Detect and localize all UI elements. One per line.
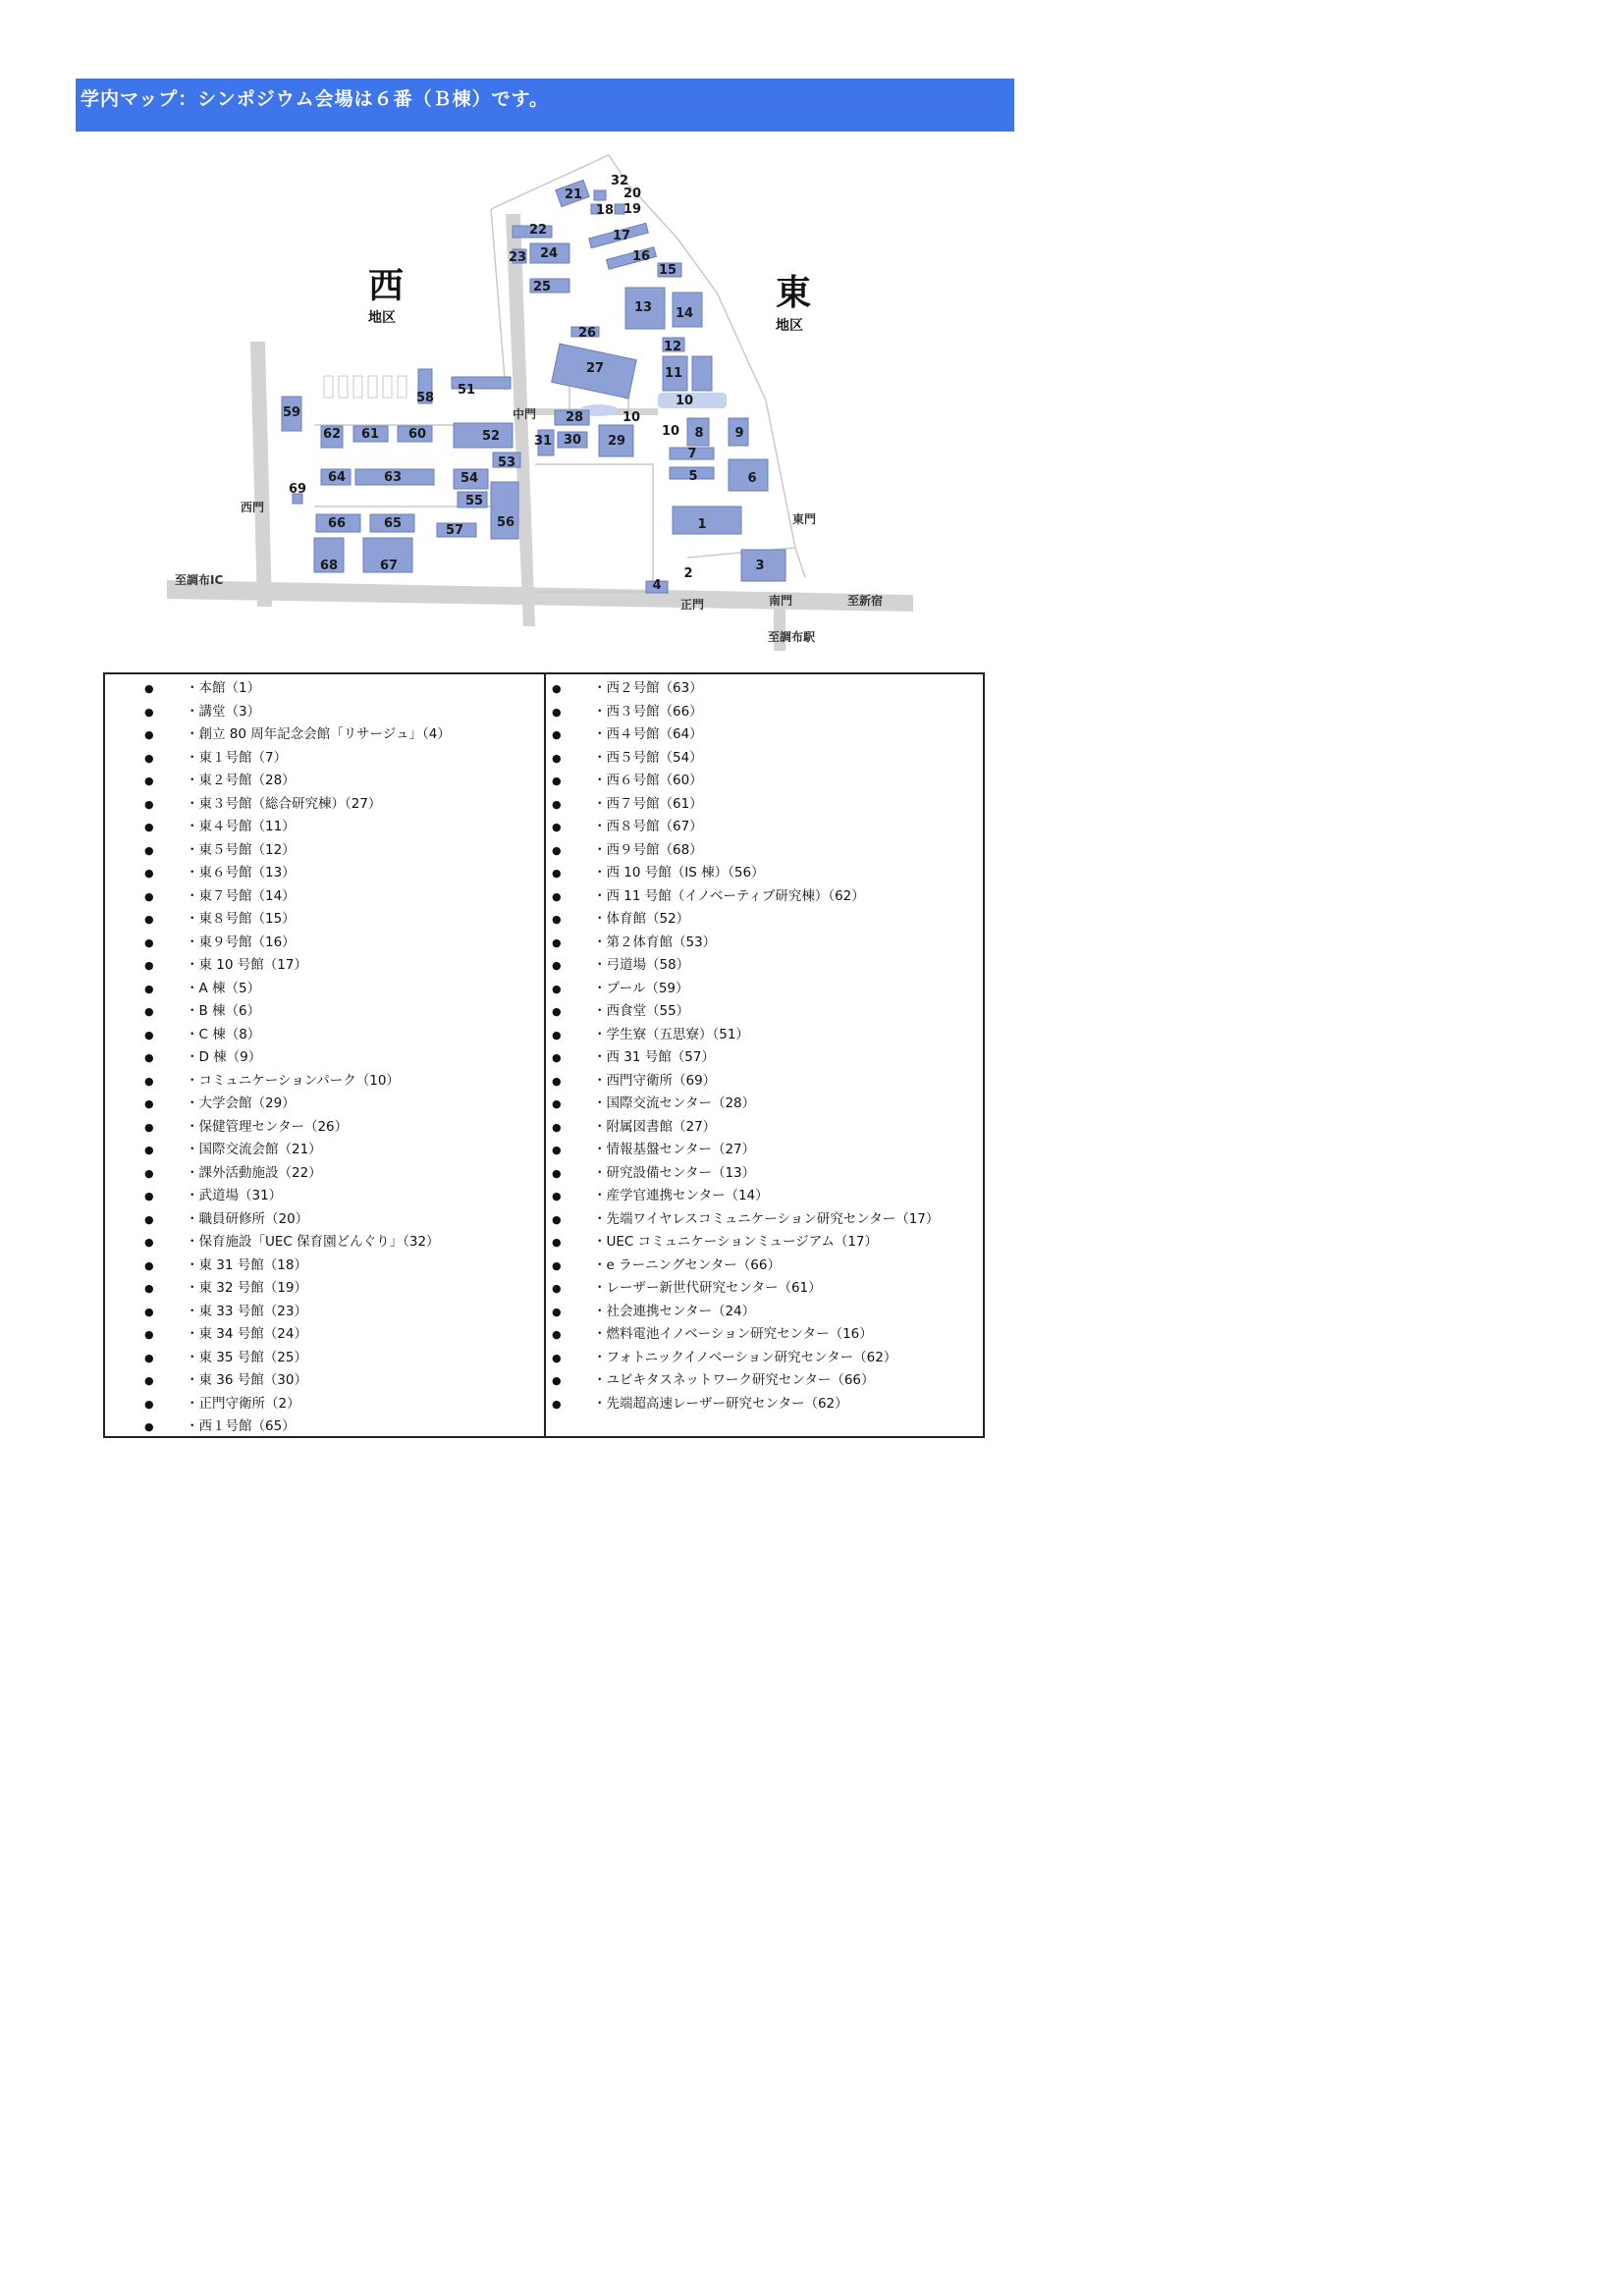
building-number-57: 57 (445, 523, 464, 538)
building-number-10: 10 (622, 410, 641, 425)
legend-item-label: ・燃料電池イノベーション研究センター（16） (593, 1326, 873, 1342)
legend-item-label: ・東 32 号館（19） (186, 1280, 307, 1296)
building-number-22: 22 (528, 223, 548, 238)
bullet-icon: ● (552, 1212, 562, 1226)
bullet-icon: ● (552, 1051, 562, 1064)
bullet-icon: ● (552, 1236, 562, 1249)
building-number-32: 32 (610, 174, 629, 188)
gate-nishi: 西門 (241, 501, 265, 514)
legend-item-label: ・西２号館（63） (593, 680, 703, 696)
legend-item-label: ・学生寮（五思寮）（51） (593, 1026, 749, 1042)
legend-item (552, 770, 964, 793)
legend-item (552, 1139, 964, 1162)
campus-map-svg (167, 145, 913, 651)
building-number-56: 56 (496, 515, 515, 530)
bullet-icon: ● (144, 867, 154, 880)
bullet-icon: ● (144, 1328, 154, 1341)
legend-item (552, 677, 964, 701)
building-number-30: 30 (563, 433, 582, 448)
building-number-53: 53 (497, 455, 516, 470)
legend-item (552, 932, 964, 955)
legend-item-label: ・ユビキタスネットワーク研究センター（66） (593, 1372, 875, 1388)
legend-item-label: ・先端ワイヤレスコミュニケーション研究センター（17） (593, 1210, 940, 1227)
legend-item (144, 862, 537, 885)
bullet-icon: ● (552, 1190, 562, 1202)
legend-item (552, 723, 964, 747)
bullet-icon: ● (144, 1051, 154, 1064)
bullet-icon: ● (552, 1305, 562, 1318)
bullet-icon: ● (552, 705, 562, 719)
bullet-icon: ● (144, 1190, 154, 1202)
bullet-icon: ● (552, 913, 562, 926)
building-number-19: 19 (623, 202, 642, 217)
legend-item (144, 747, 537, 771)
bullet-icon: ● (144, 1028, 154, 1041)
legend-item-label: ・保育施設「UEC 保育園どんぐり」（32） (186, 1234, 440, 1250)
bullet-icon: ● (144, 982, 154, 995)
bullet-icon: ● (552, 1328, 562, 1341)
legend-item (144, 1185, 537, 1208)
building-number-9: 9 (734, 426, 744, 441)
building-number-64: 64 (327, 470, 347, 485)
legend-item-label: ・保健管理センター（26） (186, 1118, 349, 1135)
legend-item (552, 747, 964, 771)
legend-item-label: ・国際交流センター（28） (593, 1095, 756, 1111)
parking-slot (324, 376, 333, 398)
building-number-27: 27 (585, 361, 605, 376)
bullet-icon: ● (552, 1351, 562, 1364)
legend-item-label: ・西６号館（60） (593, 773, 703, 788)
legend-item (144, 908, 537, 932)
legend-item (144, 1277, 537, 1301)
legend-item-label: ・B 棟（6） (186, 1003, 261, 1019)
parking-slot (398, 376, 406, 398)
legend-item-label: ・e ラーニングセンター（66） (593, 1256, 781, 1273)
legend-item-label: ・西 11 号館（イノベーティブ研究棟）（62） (593, 887, 865, 904)
building-number-29: 29 (607, 434, 626, 449)
legend-item-label: ・西５号館（54） (593, 749, 703, 766)
building-number-15: 15 (658, 263, 677, 278)
bullet-icon: ● (144, 1420, 154, 1433)
building-20 (594, 190, 606, 200)
bullet-icon: ● (552, 843, 562, 857)
bullet-icon: ● (144, 1258, 154, 1272)
legend-item (144, 1139, 537, 1162)
east-boundary (491, 155, 805, 577)
bullet-icon: ● (552, 751, 562, 765)
legend-item-label: ・体育館（52） (593, 911, 690, 927)
building-number-5: 5 (688, 469, 698, 484)
legend-item (144, 1024, 537, 1047)
building-number-6: 6 (747, 471, 757, 486)
legend-left-column (144, 677, 537, 1439)
legend-item-label: ・西食堂（55） (593, 1003, 690, 1019)
bullet-icon: ● (144, 1074, 154, 1088)
gate-minami: 南門 (769, 594, 793, 608)
legend-item (144, 1231, 537, 1255)
gate-naka: 中門 (513, 407, 537, 421)
building-number-8: 8 (694, 426, 704, 441)
bullet-icon: ● (144, 889, 154, 903)
table-divider (544, 674, 546, 1436)
building-number-2: 2 (683, 566, 693, 581)
district-west: 西 (368, 266, 405, 306)
building-number-25: 25 (532, 280, 552, 294)
legend-item (552, 839, 964, 863)
legend-item-label: ・コミュニケーションパーク（10） (186, 1072, 400, 1089)
legend-item-label: ・西３号館（66） (593, 703, 703, 720)
bullet-icon: ● (552, 797, 562, 811)
legend-item-label: ・西 31 号館（57） (593, 1049, 715, 1065)
legend-item-label: ・研究設備センター（13） (593, 1164, 756, 1181)
direction-chofu-ic: 至調布IC (175, 573, 224, 587)
bullet-icon: ● (552, 1258, 562, 1272)
building-number-3: 3 (755, 559, 765, 573)
legend-item (552, 1301, 964, 1324)
legend-item (552, 1277, 964, 1301)
legend-item (144, 816, 537, 839)
legend-item (552, 954, 964, 978)
bullet-icon: ● (552, 1005, 562, 1018)
legend-item (552, 1208, 964, 1232)
building-number-12: 12 (663, 340, 682, 354)
bullet-icon: ● (552, 959, 562, 972)
west-boundary-line (491, 209, 506, 391)
legend-item (552, 1255, 964, 1278)
legend-item-label: ・課外活動施設（22） (186, 1164, 322, 1181)
legend-item (144, 1116, 537, 1140)
legend-item-label: ・東 35 号館（25） (186, 1349, 307, 1365)
legend-item-label: ・D 棟（9） (186, 1049, 262, 1065)
bullet-icon: ● (552, 935, 562, 949)
building-number-21: 21 (564, 187, 583, 202)
bullet-icon: ● (552, 1097, 562, 1110)
bullet-icon: ● (144, 797, 154, 811)
legend-item-label: ・創立 80 周年記念会館「リサージュ」（4） (186, 726, 451, 742)
legend-item-label: ・東 31 号館（18） (186, 1256, 307, 1273)
bullet-icon: ● (144, 1005, 154, 1018)
legend-item-label: ・社会連携センター（24） (593, 1303, 756, 1319)
building-number-18: 18 (595, 203, 615, 218)
legend-item-label: ・東 36 号館（30） (186, 1372, 307, 1388)
legend-item (552, 1185, 964, 1208)
bullet-icon: ● (552, 1397, 562, 1411)
bullet-icon: ● (144, 1236, 154, 1249)
parking-slot (339, 376, 348, 398)
district-east: 東 (776, 273, 812, 313)
building-number-17: 17 (612, 229, 631, 243)
road-west (250, 342, 272, 607)
legend-item (144, 723, 537, 747)
bullet-icon: ● (552, 1166, 562, 1180)
building-number-10: 10 (675, 394, 694, 408)
legend-item-label: ・C 棟（8） (186, 1026, 261, 1042)
gate-higashi: 東門 (792, 512, 817, 526)
legend-item-label: ・東９号館（16） (186, 934, 296, 950)
building-number-23: 23 (508, 250, 527, 265)
legend-item (144, 1393, 537, 1416)
legend-item-label: ・東８号館（15） (186, 911, 296, 927)
legend-item-label: ・西９号館（68） (593, 841, 703, 858)
legend-item-label: ・産学官連携センター（14） (593, 1188, 769, 1203)
bullet-icon: ● (144, 1305, 154, 1318)
legend-item-label: ・弓道場（58） (593, 957, 690, 973)
legend-item (552, 1000, 964, 1024)
gate-sei: 正門 (680, 598, 705, 612)
bullet-icon: ● (144, 774, 154, 787)
legend-item (552, 1369, 964, 1393)
legend-item-label: ・東７号館（14） (186, 887, 296, 904)
legend-item-label: ・国際交流会館（21） (186, 1142, 322, 1157)
legend-item-label: ・A 棟（5） (186, 980, 261, 996)
building-number-1: 1 (697, 517, 707, 532)
legend-item-label: ・第２体育館（53） (593, 934, 717, 950)
building-number-4: 4 (652, 578, 662, 593)
legend-item (144, 1046, 537, 1070)
bullet-icon: ● (144, 728, 154, 741)
legend-item-label: ・UEC コミュニケーションミュージアム（17） (593, 1234, 879, 1250)
bullet-icon: ● (144, 935, 154, 949)
building-number-51: 51 (457, 383, 476, 398)
legend-item (552, 1393, 964, 1416)
legend-item-label: ・西門守衛所（69） (593, 1072, 717, 1089)
bullet-icon: ● (552, 682, 562, 695)
building-number-66: 66 (327, 516, 347, 531)
building-number-11: 11 (664, 366, 683, 381)
legend-item (144, 1000, 537, 1024)
legend-item (552, 1024, 964, 1047)
legend-item-label: ・東３号館（総合研究棟）（27） (186, 795, 382, 812)
legend-item (552, 793, 964, 817)
bullet-icon: ● (144, 682, 154, 695)
building-number-65: 65 (383, 516, 403, 531)
bullet-icon: ● (552, 1374, 562, 1387)
road-south (167, 580, 913, 612)
bullet-icon: ● (552, 889, 562, 903)
bullet-icon: ● (552, 728, 562, 741)
campus-map (167, 145, 913, 651)
legend-item (552, 1162, 964, 1186)
legend-item (552, 885, 964, 909)
building-number-7: 7 (687, 447, 697, 461)
bullet-icon: ● (144, 1397, 154, 1411)
legend-item (552, 1347, 964, 1370)
legend-item (144, 1369, 537, 1393)
building-number-59: 59 (282, 405, 301, 420)
district-west-sub: 地区 (368, 310, 396, 326)
district-east-sub: 地区 (776, 318, 803, 334)
parking-slot (383, 376, 392, 398)
legend-item (144, 793, 537, 817)
bullet-icon: ● (552, 867, 562, 880)
legend-item (144, 701, 537, 724)
bullet-icon: ● (144, 1166, 154, 1180)
legend-item-label: ・プール（59） (593, 980, 689, 996)
legend-item-label: ・講堂（3） (186, 703, 261, 720)
legend-item-label: ・西 10 号館（IS 棟）（56） (593, 865, 765, 881)
legend-item-label: ・西７号館（61） (593, 795, 703, 812)
legend-item (552, 1323, 964, 1347)
building-1 (673, 507, 741, 534)
legend-item (552, 1093, 964, 1116)
building-number-67: 67 (379, 559, 399, 573)
bullet-icon: ● (552, 1074, 562, 1088)
legend-item (144, 1415, 537, 1439)
bullet-icon: ● (552, 1120, 562, 1134)
field-outline (535, 464, 653, 592)
legend-item (144, 1070, 537, 1094)
building-number-54: 54 (460, 471, 479, 486)
bullet-icon: ● (144, 705, 154, 719)
building-number-16: 16 (631, 249, 651, 264)
legend-item (552, 908, 964, 932)
legend-item (144, 1255, 537, 1278)
building-number-63: 63 (383, 470, 403, 485)
bullet-icon: ● (144, 1374, 154, 1387)
legend-item (552, 978, 964, 1001)
legend-item (552, 1116, 964, 1140)
legend-item (144, 885, 537, 909)
legend-item (144, 1208, 537, 1232)
legend-item-label: ・先端超高速レーザー研究センター（62） (593, 1395, 848, 1412)
parking-slot (368, 376, 377, 398)
legend-item-label: ・東 33 号館（23） (186, 1303, 307, 1319)
bullet-icon: ● (552, 821, 562, 833)
legend-item-label: ・フォトニックイノベーション研究センター（62） (593, 1349, 897, 1365)
page-title: 学内マップ：シンポジウム会場は６番（Ｂ棟）です。 (81, 88, 550, 110)
bullet-icon: ● (552, 1144, 562, 1156)
building-number-28: 28 (565, 410, 584, 425)
legend-item-label: ・東２号館（28） (186, 773, 296, 788)
header-banner (76, 79, 1014, 132)
bullet-icon: ● (144, 1351, 154, 1364)
building-number-69: 69 (288, 482, 307, 497)
legend-item (552, 1070, 964, 1094)
building-legend-table (103, 672, 985, 1438)
legend-item-label: ・情報基盤センター（27） (593, 1142, 756, 1157)
building-number-61: 61 (360, 427, 380, 442)
legend-item (144, 1162, 537, 1186)
legend-item-label: ・正門守衛所（2） (186, 1395, 300, 1412)
bullet-icon: ● (144, 1097, 154, 1110)
building-number-52: 52 (481, 429, 501, 444)
building-number-20: 20 (623, 187, 642, 201)
legend-item-label: ・西４号館（64） (593, 726, 703, 742)
building-number-13: 13 (633, 300, 653, 315)
building-number-14: 14 (675, 306, 694, 321)
direction-chofu-station: 至調布駅 (768, 630, 816, 644)
legend-item (552, 1231, 964, 1255)
legend-item-label: ・東６号館（13） (186, 865, 296, 881)
legend-item (144, 1347, 537, 1370)
legend-item-label: ・西１号館（65） (186, 1418, 296, 1434)
legend-item-label: ・本館（1） (186, 680, 261, 696)
legend-item (144, 978, 537, 1001)
bullet-icon: ● (144, 913, 154, 926)
legend-item (144, 932, 537, 955)
bullet-icon: ● (144, 1120, 154, 1134)
legend-item-label: ・東５号館（12） (186, 841, 296, 858)
buildings (282, 180, 785, 593)
legend-item (552, 816, 964, 839)
building-56 (491, 482, 518, 539)
legend-item (144, 839, 537, 863)
legend-item-label: ・東 10 号館（17） (186, 957, 307, 973)
legend-item-label: ・東４号館（11） (186, 819, 296, 834)
building-number-60: 60 (407, 427, 427, 442)
legend-item (552, 1046, 964, 1070)
bullet-icon: ● (144, 1282, 154, 1295)
building-number-26: 26 (577, 326, 597, 341)
bullet-icon: ● (552, 1028, 562, 1041)
building-number-58: 58 (415, 391, 435, 405)
bullet-icon: ● (552, 1282, 562, 1295)
building-number-55: 55 (464, 494, 484, 508)
legend-item (144, 770, 537, 793)
parking-slot (353, 376, 362, 398)
building-number-68: 68 (319, 559, 339, 573)
building-number-24: 24 (539, 246, 559, 261)
legend-item-label: ・武道場（31） (186, 1188, 283, 1203)
legend-item (552, 701, 964, 724)
direction-shinjuku: 至新宿 (847, 594, 884, 608)
legend-item (144, 1323, 537, 1347)
legend-item-label: ・東１号館（7） (186, 749, 288, 766)
legend-item-label: ・西８号館（67） (593, 819, 703, 834)
bullet-icon: ● (144, 959, 154, 972)
legend-item-label: ・職員研修所（20） (186, 1210, 309, 1227)
bullet-icon: ● (144, 843, 154, 857)
bullet-icon: ● (552, 774, 562, 787)
legend-item-label: ・附属図書館（27） (593, 1118, 717, 1135)
road-station (774, 607, 785, 651)
legend-item (144, 677, 537, 701)
building-number-10: 10 (661, 424, 680, 439)
legend-item (144, 1301, 537, 1324)
legend-item-label: ・東 34 号館（24） (186, 1326, 307, 1342)
bullet-icon: ● (144, 1144, 154, 1156)
legend-item (144, 1093, 537, 1116)
legend-item (144, 954, 537, 978)
building-11b (692, 356, 712, 391)
building-number-62: 62 (322, 427, 342, 442)
legend-item-label: ・大学会館（29） (186, 1095, 296, 1111)
legend-item-label: ・レーザー新世代研究センター（61） (593, 1280, 822, 1296)
legend-right-column (552, 677, 964, 1415)
bullet-icon: ● (144, 751, 154, 765)
legend-item (552, 862, 964, 885)
bullet-icon: ● (144, 821, 154, 833)
bullet-icon: ● (144, 1212, 154, 1226)
bullet-icon: ● (552, 982, 562, 995)
building-number-31: 31 (533, 434, 553, 449)
